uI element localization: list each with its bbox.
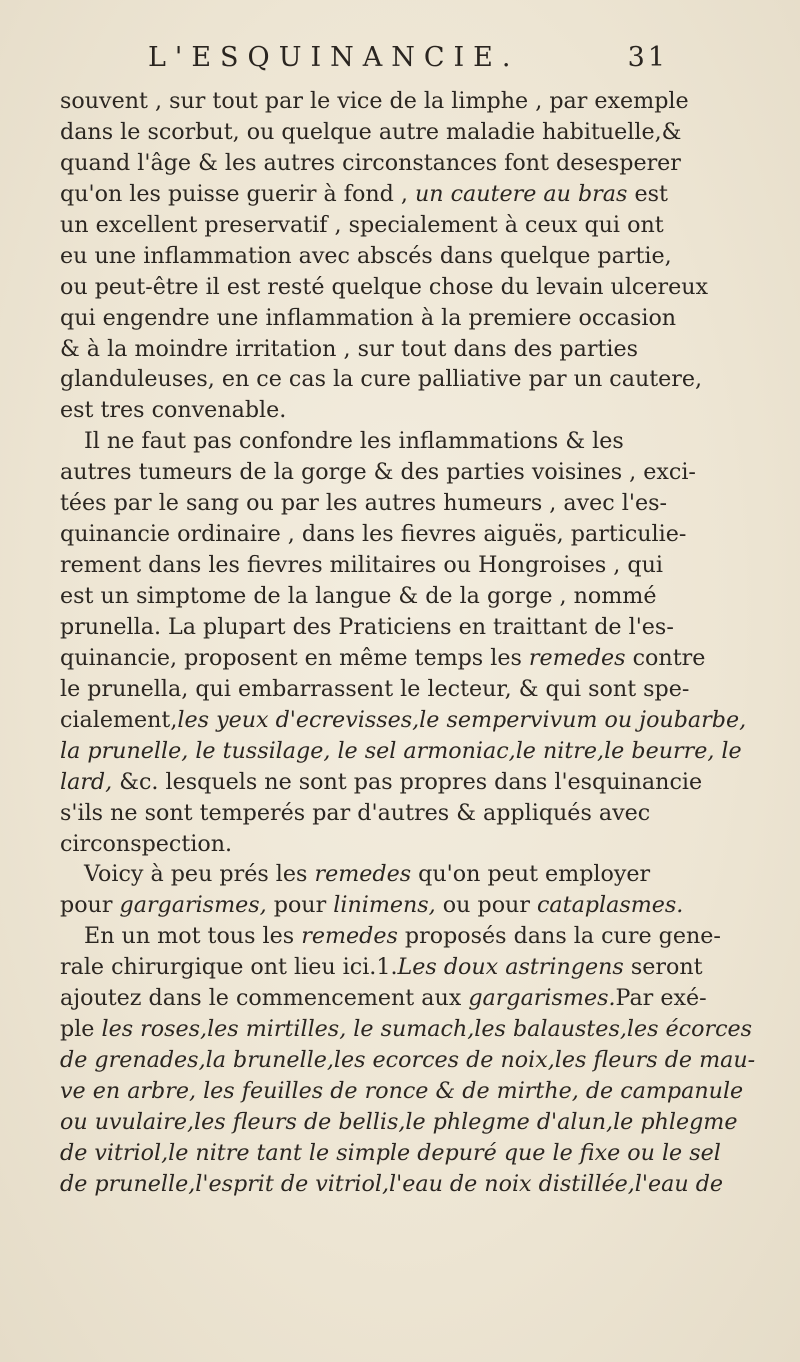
italic-text: lard, [60, 768, 113, 795]
roman-text: qui engendre une inflammation à la premiere occasion [60, 304, 677, 331]
italic-text: ve en arbre, les feuilles de ronce & de mirthe, de campanule [60, 1078, 744, 1104]
text-line [60, 1107, 760, 1138]
roman-text: eu une inflammation avec abscés dans quelque partie, [60, 242, 672, 269]
text-line [60, 395, 760, 426]
text-line [60, 364, 760, 395]
roman-text: quinancie ordinaire , dans les fievres aiguës, particulie- [60, 521, 687, 548]
roman-text: tées par le sang ou par les autres humeurs , avec l'es- [60, 490, 667, 517]
text-line [60, 643, 760, 674]
roman-text: pour [60, 892, 120, 919]
roman-text: est tres convenable. [60, 397, 287, 424]
italic-text: les yeux d'ecrevisses,le sempervivum ou joubarbe, [177, 706, 747, 733]
text-line [60, 1045, 760, 1076]
roman-text: souvent , sur tout par le vice de la limphe , par exemple [60, 88, 689, 114]
italic-text: ou uvulaire,les fleurs de bellis,le phlegme d'alun,le phlegme [60, 1108, 738, 1135]
text-line [60, 519, 760, 550]
roman-text: quinancie, proposent en même temps les [60, 644, 529, 671]
roman-text: qu'on les puisse guerir à fond , [60, 180, 415, 207]
text-line [60, 921, 760, 952]
roman-text: qu'on peut employer [411, 861, 651, 888]
italic-text: la prunelle, le tussilage, le sel armoniac,le nitre,le beurre, le [60, 737, 742, 764]
roman-text: est [627, 180, 668, 207]
text-line [60, 550, 760, 581]
roman-text: ple [60, 1016, 102, 1043]
roman-text: Voicy à peu prés les [84, 861, 315, 888]
italic-text: cataplasmes. [537, 892, 684, 919]
text-line [60, 241, 760, 272]
italic-text: les roses,les mirtilles, le sumach,les balaustes,les écorces [101, 1016, 753, 1043]
body-text [60, 86, 760, 1200]
text-line [60, 612, 760, 643]
page-header [148, 42, 668, 82]
page-number: 31 [627, 42, 668, 73]
roman-text: ou peut-être il est resté quelque chose du levain ulcereux [60, 273, 709, 300]
text-line [60, 1014, 760, 1045]
text-line [60, 674, 760, 705]
text-line [60, 829, 760, 860]
roman-text: &c. lesquels ne sont pas propres dans l'esquinancie [112, 768, 703, 795]
text-line [60, 1138, 760, 1169]
roman-text: pour [266, 892, 334, 919]
text-line [60, 890, 760, 921]
roman-text: autres tumeurs de la gorge & des parties voisines , exci- [60, 459, 696, 486]
text-line [60, 859, 760, 890]
text-line [60, 1076, 760, 1107]
roman-text: un excellent preservatif , specialement à ceux qui ont [60, 211, 664, 238]
italic-text: linimens, [333, 892, 436, 919]
text-line [60, 179, 760, 210]
italic-text: remedes [528, 644, 626, 671]
text-line [60, 736, 760, 767]
roman-text: circonspection. [60, 830, 233, 857]
roman-text: est un simptome de la langue & de la gorge , nommé [60, 583, 657, 609]
roman-text: dans le scorbut, ou quelque autre maladie habituelle,& [60, 118, 682, 145]
italic-text: de grenades,la brunelle,les ecorces de noix,les fleurs de mau- [60, 1047, 756, 1074]
roman-text: le prunella, qui embarrassent le lecteur, & qui sont spe- [60, 675, 690, 702]
roman-text: rement dans les fievres militaires ou Hongroises , qui [60, 552, 663, 579]
roman-text: Il ne faut pas confondre les inflammations & les [84, 428, 624, 455]
text-line [60, 983, 760, 1014]
italic-text: un cautere au bras [415, 180, 628, 207]
italic-text: de prunelle,l'esprit de vitriol,l'eau de noix distillée,l'eau de [60, 1170, 724, 1197]
text-line [60, 952, 760, 983]
text-line [60, 117, 760, 148]
roman-text: s'ils ne sont temperés par d'autres & appliqués avec [60, 799, 651, 826]
italic-text: remedes [301, 923, 398, 950]
text-line [60, 303, 760, 334]
roman-text: contre [625, 644, 706, 671]
roman-text: ou pour [435, 892, 537, 919]
italic-text: Les doux astringens [397, 954, 624, 981]
italic-text: gargarismes, [119, 892, 267, 919]
text-line [60, 272, 760, 303]
text-line [60, 581, 760, 612]
text-line [60, 86, 760, 117]
roman-text: ajoutez dans le commencement aux [60, 985, 469, 1012]
roman-text: & à la moindre irritation , sur tout dans des parties [60, 335, 638, 362]
text-line [60, 334, 760, 365]
roman-text: seront [623, 954, 703, 981]
running-title: L'ESQUINANCIE. [148, 42, 520, 73]
text-line [60, 426, 760, 457]
text-line [60, 767, 760, 798]
roman-text: cialement, [60, 706, 178, 733]
text-line [60, 705, 760, 736]
text-line [60, 457, 760, 488]
text-line [60, 488, 760, 519]
roman-text: Par exé- [615, 985, 707, 1012]
roman-text: glanduleuses, en ce cas la cure palliative par un cautere, [60, 366, 703, 393]
roman-text: En un mot tous les [84, 923, 302, 950]
roman-text: rale chirurgique ont lieu ici.1. [60, 954, 398, 981]
text-line [60, 210, 760, 241]
italic-text: gargarismes. [468, 985, 616, 1012]
italic-text: de vitriol,le nitre tant le simple depuré que le fixe ou le sel [60, 1139, 721, 1166]
italic-text: remedes [314, 861, 412, 888]
text-line [60, 148, 760, 179]
text-line [60, 1169, 760, 1200]
roman-text: proposés dans la cure gene- [397, 923, 721, 950]
roman-text: prunella. La plupart des Praticiens en traittant de l'es- [60, 613, 674, 640]
roman-text: quand l'âge & les autres circonstances font desesperer [60, 149, 681, 176]
text-line [60, 798, 760, 829]
